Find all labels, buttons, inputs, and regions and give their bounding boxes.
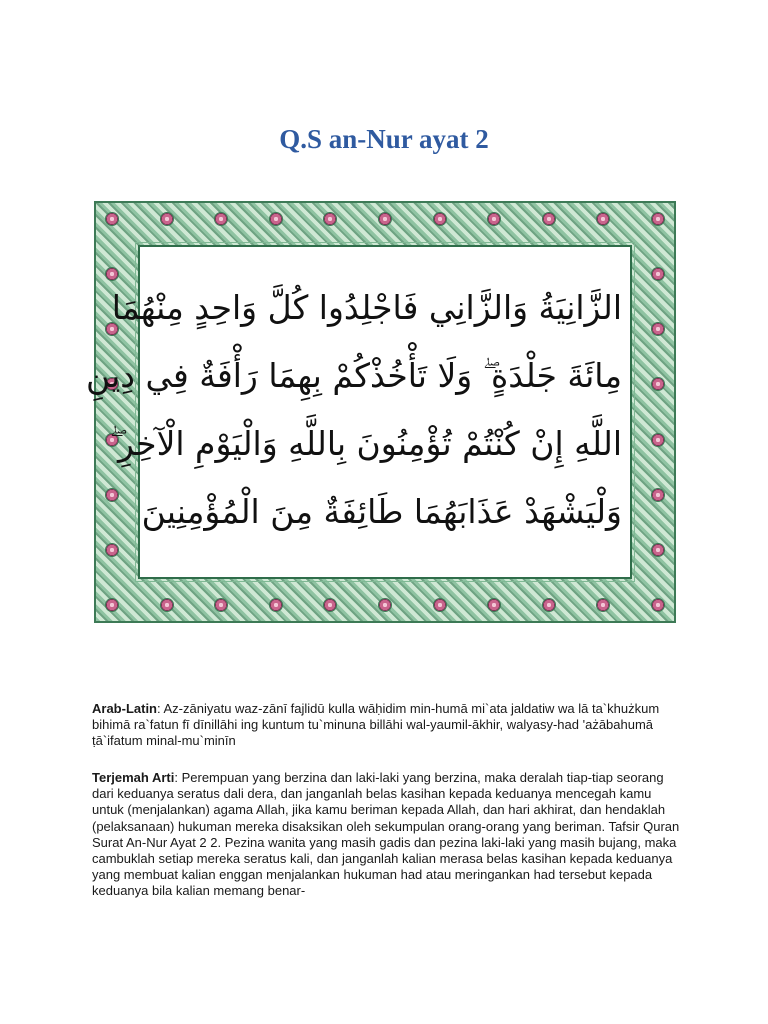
flower-ornament xyxy=(597,599,609,611)
flower-ornament xyxy=(434,599,446,611)
flower-ornament xyxy=(652,599,664,611)
flower-ornament xyxy=(379,213,391,225)
flower-ornament xyxy=(652,489,664,501)
flower-ornament xyxy=(652,378,664,390)
flower-ornament xyxy=(270,599,282,611)
translation xyxy=(92,770,682,900)
flower-ornament xyxy=(215,213,227,225)
flower-ornament xyxy=(324,213,336,225)
flower-ornament xyxy=(270,213,282,225)
arabic-line: وَلْيَشْهَدْ عَذَابَهُمَا طَائِفَةٌ مِنَ الْمُؤْمِنِينَ xyxy=(141,492,622,531)
flower-ornament xyxy=(161,213,173,225)
flower-ornament xyxy=(488,599,500,611)
flower-ornament xyxy=(106,213,118,225)
page-title: Q.S an-Nur ayat 2 xyxy=(279,124,489,154)
flower-ornament xyxy=(488,213,500,225)
flower-ornament xyxy=(215,599,227,611)
flower-ornament xyxy=(652,434,664,446)
flower-ornament xyxy=(106,489,118,501)
flower-ornament xyxy=(597,213,609,225)
latin-label: Arab-Latin xyxy=(92,701,157,716)
translation-label: Terjemah Arti xyxy=(92,770,175,785)
flower-ornament xyxy=(379,599,391,611)
flower-ornament xyxy=(652,323,664,335)
flower-ornament xyxy=(106,544,118,556)
flower-ornament xyxy=(652,544,664,556)
flower-ornament xyxy=(324,599,336,611)
flower-ornament xyxy=(106,599,118,611)
flower-ornament xyxy=(543,213,555,225)
translation-text: : Perempuan yang berzina dan laki-laki yang berzina, maka deralah tiap-tiap seorang dari keduanya seratus dali dera, dan janganlah belas kasihan kepada keduanya mencegah kamu untuk (menjalankan) agama Allah, jika kamu beriman kepada Allah, dan hari akhirat, dan hendaklah (pelaksanaan) hukuman mereka disaksikan oleh sekumpulan orang-orang yang beriman. Tafsir Quran Surat An-Nur Ayat 2 2. Pezina wanita yang masih gadis dan pezina laki-laki yang masih bujang, maka cambuklah setiap mereka seratus kali, dan janganlah kalian merasa belas kasihan kepada keduanya yang membuat kalian enggan menjalankan hukuman had atau meringankan had tersebut kepada keduanya bila kalian memang benar- xyxy=(92,770,680,899)
arabic-line: الزَّانِيَةُ وَالزَّانِي فَاجْلِدُوا كُلَّ وَاحِدٍ مِنْهُمَا xyxy=(111,288,622,327)
latin-transliteration xyxy=(92,701,682,750)
flower-ornament xyxy=(161,599,173,611)
latin-text: : Az-zāniyatu waz-zānī fajlidū kulla wāḥidim min-humā mi`ata jaldatiw wa lā ta`khużkum bihimā ra`fatun fī dīnillāhi ing kuntum tu`minuna billāhi wal-yaumil-ākhir, walyasy-had 'ażābahumā ṭā`ifatum minal-mu`minīn xyxy=(92,701,660,749)
flower-ornament xyxy=(652,268,664,280)
arabic-verse xyxy=(86,274,622,546)
arabic-line: مِائَةَ جَلْدَةٍ ۖ وَلَا تَأْخُذْكُمْ بِهِمَا رَأْفَةٌ فِي دِينِ xyxy=(86,356,622,395)
flower-ornament xyxy=(543,599,555,611)
flower-ornament xyxy=(434,213,446,225)
arabic-line: اللَّهِ إِنْ كُنْتُمْ تُؤْمِنُونَ بِاللَّهِ وَالْيَوْمِ الْآخِرِ ۖ xyxy=(109,424,622,463)
flower-ornament xyxy=(652,213,664,225)
